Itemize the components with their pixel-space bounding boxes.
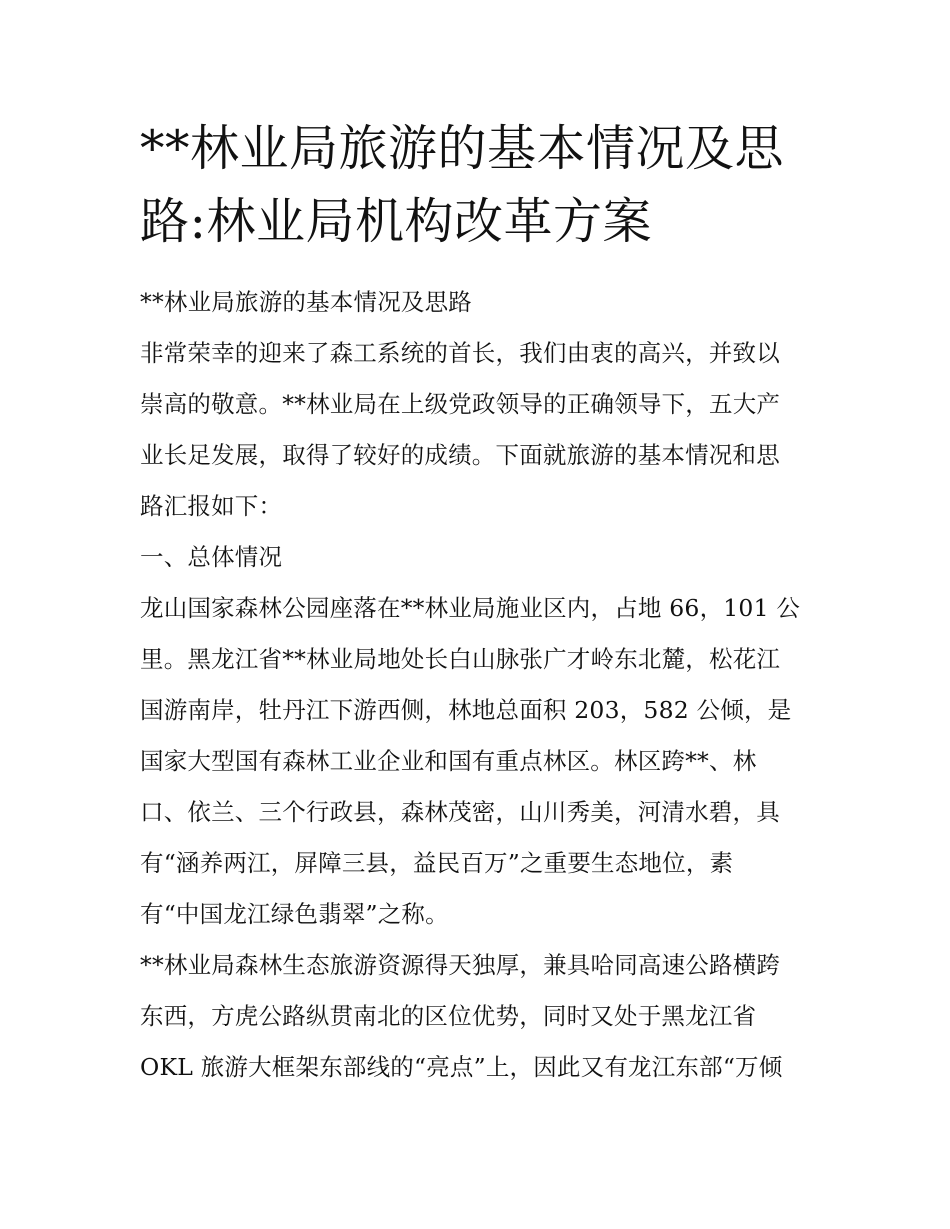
paragraph-line: 有“中国龙江绿色翡翠”之称。	[140, 900, 449, 928]
document-body	[140, 280, 820, 1096]
paragraph-line: 里。黑龙江省**林业局地处长白山脉张广才岭东北麓，松花江	[140, 645, 781, 673]
paragraph-line: 路汇报如下：	[140, 492, 283, 520]
paragraph-line: 崇高的敬意。**林业局在上级党政领导的正确领导下，五大产	[140, 390, 781, 418]
paragraph-line: 龙山国家森林公园座落在**林业局施业区内，占地 66，101 公	[140, 594, 801, 622]
paragraph-line: 国家大型国有森林工业企业和国有重点林区。林区跨**、林	[140, 747, 757, 775]
paragraph-line: 国游南岸，牡丹江下游西侧，林地总面积 203，582 公倾，是	[140, 696, 792, 724]
title-line: **林业局旅游的基本情况及思	[140, 120, 785, 177]
subtitle-line: **林业局旅游的基本情况及思路	[140, 288, 472, 316]
document-title	[140, 112, 830, 258]
title-line: 路:林业局机构改革方案	[140, 193, 653, 250]
paragraph-line: 非常荣幸的迎来了森工系统的首长，我们由衷的高兴，并致以	[140, 339, 780, 367]
paragraph-line: 有“涵养两江，屏障三县，益民百万”之重要生态地位，素	[140, 849, 734, 877]
paragraph-line: 口、依兰、三个行政县，森林茂密，山川秀美，河清水碧，具	[140, 798, 780, 826]
paragraph-line: 东西，方虎公路纵贯南北的区位优势，同时又处于黑龙江省	[140, 1002, 757, 1030]
paragraph-line: OKL 旅游大框架东部线的“亮点”上，因此又有龙江东部“万倾	[140, 1053, 783, 1081]
paragraph-line: **林业局森林生态旅游资源得天独厚，兼具哈同高速公路横跨	[140, 951, 781, 979]
section-heading: 一、总体情况	[140, 543, 283, 571]
paragraph-line: 业长足发展，取得了较好的成绩。下面就旅游的基本情况和思	[140, 441, 780, 469]
